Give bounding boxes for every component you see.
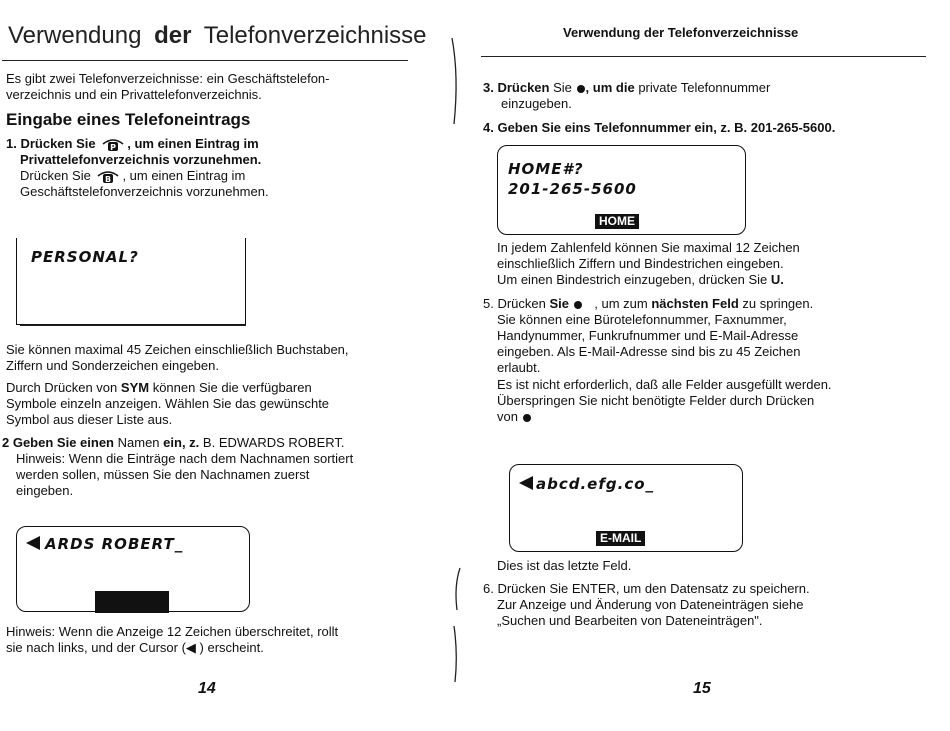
step-2-line-2: Hinweis: Wenn die Einträge nach dem Nachnamen sortiert: [16, 451, 354, 466]
step-3-text-c: , um: [585, 80, 613, 95]
step-5-line-3: Handynummer, Funkrufnummer und E-Mail-Adresse: [497, 328, 799, 343]
lcd-line-1: HOME#?: [508, 160, 584, 178]
down-key-icon: [574, 301, 582, 309]
step-1-sub-text-b: , um einen Eintrag im: [122, 168, 246, 183]
step-5-line-4: eingeben. Als E-Mail-Adresse sind bis zu 45 Zeichen: [497, 344, 801, 359]
step-5-text-von: von: [497, 409, 518, 424]
title-rule: [2, 60, 408, 61]
b-key-icon: [96, 170, 120, 184]
lcd-screen-home: [497, 145, 746, 235]
step-5-line-2: Sie können eine Bürotelefonnummer, Faxnummer,: [497, 312, 787, 327]
step-1-text-b: , um einen Eintrag im: [127, 136, 259, 151]
step-3-line-1: [483, 80, 770, 96]
section-heading: Eingabe eines Telefoneintrags: [6, 110, 251, 129]
step-3-text-b: Sie: [553, 80, 572, 95]
lcd-line-2: 201-265-5600: [508, 180, 637, 198]
step-5-text-b: Sie: [549, 296, 570, 311]
step-1-sub-line-1: [20, 168, 245, 184]
step-1-line-1: [6, 136, 259, 152]
step-5-text-c: , um zum: [594, 296, 648, 311]
left-triangle-icon: [25, 535, 41, 556]
paragraph-3-line-3: [497, 272, 784, 288]
lcd-screen-name: [16, 526, 250, 612]
note-line-2: sie nach links, und der Cursor (◀ ) erscheint.: [6, 640, 264, 655]
paragraph-4: Dies ist das letzte Feld.: [497, 558, 632, 573]
step-5-line-8: [497, 409, 532, 425]
step-2-line-3: werden sollen, müssen Sie den Nachnamen zuerst: [16, 467, 310, 482]
header-rule: [481, 56, 926, 57]
paragraph-2-line-1: [6, 380, 312, 396]
home-badge: HOME: [595, 214, 639, 229]
page-number-left: 14: [198, 680, 216, 697]
paragraph-3-text-b: U.: [770, 272, 784, 287]
intro-line-2: verzeichnis und ein Privattelefonverzeichnis.: [6, 87, 262, 102]
left-triangle-icon: [518, 475, 534, 496]
paragraph-1-line-2: Ziffern und Sonderzeichen eingeben.: [6, 358, 219, 373]
step-6-line-3: „Suchen und Bearbeiten von Dateneinträgen".: [497, 613, 763, 628]
lcd-text: abcd.efg.co_: [536, 475, 655, 493]
step-5-line-1: [483, 296, 813, 312]
paragraph-1-line-1: Sie können maximal 45 Zeichen einschließlich Buchstaben,: [6, 342, 349, 357]
step-2-text-a: 2 Geben Sie einen: [2, 435, 114, 450]
down-key-icon: [577, 85, 585, 93]
svg-text:B: B: [105, 174, 112, 184]
step-3-text-d: die: [615, 80, 635, 95]
step-3-text-e: private Telefonnummer: [638, 80, 771, 95]
step-1-line-2: Privattelefonverzeichnis vorzunehmen.: [20, 152, 262, 167]
email-badge: E-MAIL: [596, 531, 645, 546]
paragraph-2-text-a: Durch Drücken von: [6, 380, 118, 395]
step-5-text-d: nächsten Feld: [651, 296, 739, 311]
step-5-line-7: Überspringen Sie nicht benötigte Felder durch Drücken: [497, 393, 815, 408]
step-2-text-d: B. EDWARDS ROBERT.: [202, 435, 345, 450]
lcd-screen-personal: [16, 238, 246, 325]
step-4: 4. Geben Sie eins Telefonnummer ein, z. B. 201-265-5600.: [483, 120, 836, 135]
step-1-sub-text-a: Drücken Sie: [20, 168, 91, 183]
title-word-1: Verwendung: [8, 22, 142, 49]
sym-key-label: SYM: [120, 380, 150, 395]
step-6-line-1: 6. Drücken Sie ENTER, um den Datensatz zu speichern.: [483, 581, 810, 596]
step-2-line-1: [2, 435, 345, 451]
lcd-screen-email: [509, 464, 743, 552]
intro-line-1: Es gibt zwei Telefonverzeichnisse: ein Geschäftstelefon-: [6, 71, 330, 86]
note-line-1: Hinweis: Wenn die Anzeige 12 Zeichen überschreitet, rollt: [6, 624, 339, 639]
gutter-mark-bottom: [450, 624, 460, 689]
step-5-text-e: zu springen.: [742, 296, 814, 311]
running-header: Verwendung der Telefonverzeichnisse: [563, 25, 799, 40]
lcd-text: PERSONAL?: [31, 248, 139, 266]
title-word-3: Telefonverzeichnisse: [203, 22, 427, 49]
step-1-sub-line-2: Geschäftstelefonverzeichnis vorzunehmen.: [20, 184, 269, 199]
paragraph-2-line-3: Symbol aus dieser Liste aus.: [6, 412, 173, 427]
step-5-line-6: Es ist nicht erforderlich, daß alle Felder ausgefüllt werden.: [497, 377, 832, 392]
lcd-indicator-block: [95, 591, 169, 613]
step-2-text-c: ein, z.: [163, 435, 200, 450]
paragraph-3-text-a: Um einen Bindestrich einzugeben, drücken Sie: [497, 272, 768, 287]
page-number-right: 15: [693, 680, 711, 697]
gutter-mark-top: [450, 36, 462, 131]
paragraph-3-line-2: einschließlich Ziffern und Bindestrichen eingeben.: [497, 256, 784, 271]
title-word-2: der: [154, 22, 192, 49]
step-3-line-2: einzugeben.: [501, 96, 572, 111]
step-5-line-5: erlaubt.: [497, 360, 541, 375]
paragraph-3-line-1: In jedem Zahlenfeld können Sie maximal 12 Zeichen: [497, 240, 800, 255]
step-1-text-a: 1. Drücken Sie: [6, 136, 96, 151]
step-2-text-b: Namen: [117, 435, 160, 450]
step-6-line-2: Zur Anzeige und Änderung von Dateneinträgen siehe: [497, 597, 804, 612]
paragraph-2-line-2: Symbole einzeln anzeigen. Wählen Sie das gewünschte: [6, 396, 330, 411]
svg-text:P: P: [110, 142, 117, 152]
paragraph-2-text-b: können Sie die verfügbaren: [152, 380, 312, 395]
p-key-icon: [101, 138, 125, 152]
step-3-text-a: 3. Drücken: [483, 80, 550, 95]
down-key-icon: [523, 414, 531, 422]
page-title: [8, 22, 427, 50]
lcd-bottom-rule: [20, 325, 246, 326]
step-5-text-a: 5. Drücken: [483, 296, 546, 311]
lcd-text: ARDS ROBERT_: [45, 535, 184, 553]
gutter-mark-mid: [452, 566, 462, 617]
step-2-line-4: eingeben.: [16, 483, 74, 498]
